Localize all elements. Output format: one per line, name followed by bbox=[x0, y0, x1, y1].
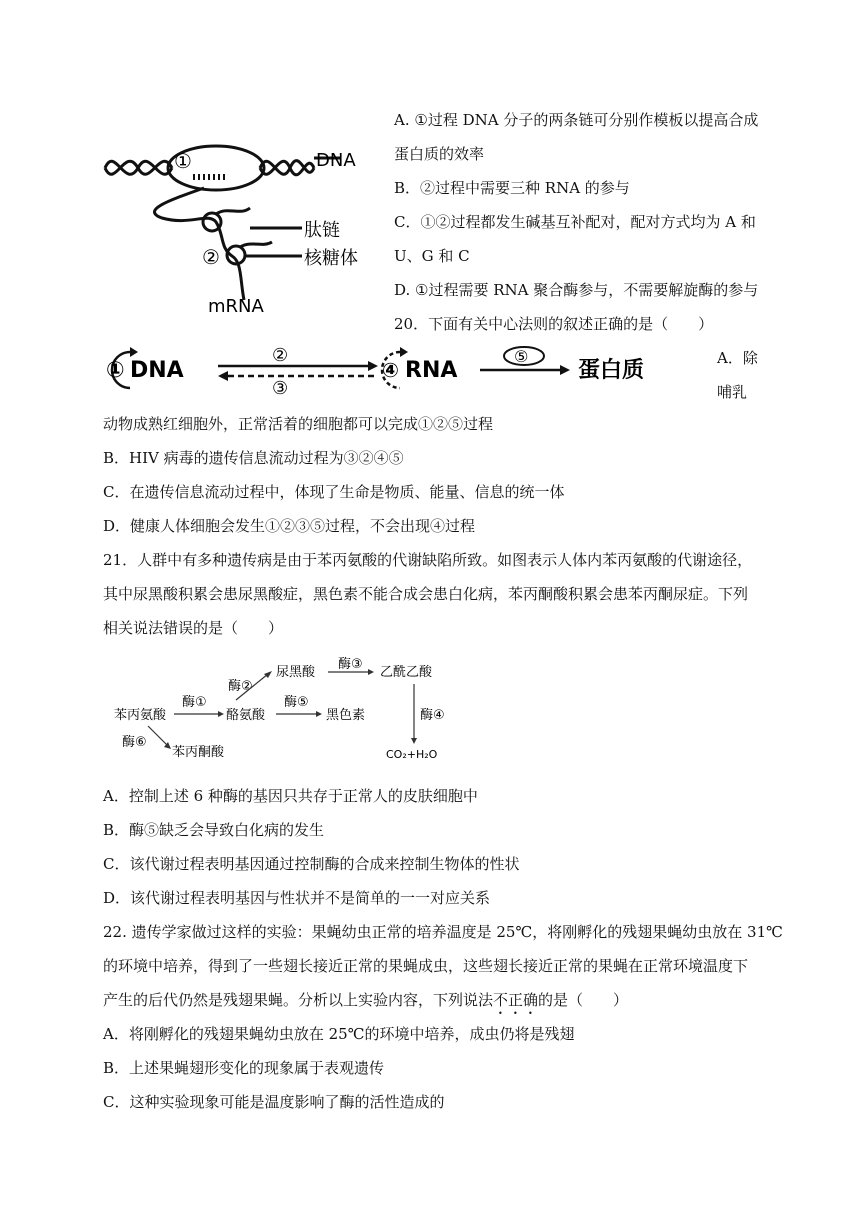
process-2-mark: ② bbox=[202, 245, 220, 269]
q21-stem-line3: 相关说法错误的是（ ） bbox=[103, 619, 284, 637]
q20-option-a-line2: 动物成熟红细胞外，正常活着的细胞都可以完成①②⑤过程 bbox=[103, 415, 494, 433]
process-5-label: ⑤ bbox=[514, 347, 529, 366]
q21-pathway-svg bbox=[108, 652, 468, 768]
enzyme-2-label: 酶② bbox=[228, 679, 253, 694]
homogentisic-acid-node: 尿黑酸 bbox=[276, 665, 316, 680]
melanin-node: 黑色素 bbox=[326, 708, 366, 723]
enzyme-6-label: 酶⑥ bbox=[122, 735, 147, 750]
q22-option-a: A．将刚孵化的残翅果蝇幼虫放在 25℃的环境中培养，成虫仍将是残翅 bbox=[103, 1025, 575, 1043]
q21-option-c: C．该代谢过程表明基因通过控制酶的合成来控制生物体的性状 bbox=[103, 855, 520, 873]
dna-node: DNA bbox=[130, 358, 184, 383]
q20-option-a-part1: A．除 bbox=[717, 349, 758, 367]
q22-option-b: B．上述果蝇翅形变化的现象属于表观遗传 bbox=[103, 1059, 385, 1077]
q22-stem-line3 bbox=[103, 990, 628, 1018]
q19-figure-svg bbox=[100, 130, 380, 320]
process-1-mark: ① bbox=[174, 149, 192, 173]
enzyme-5-label: 酶⑤ bbox=[284, 695, 309, 710]
acetoacetic-acid-node: 乙酰乙酸 bbox=[380, 665, 433, 680]
process-2-label: ② bbox=[272, 345, 289, 366]
q19-option-a-line2: 蛋白质的效率 bbox=[394, 145, 485, 163]
enzyme-1-label: 酶① bbox=[182, 695, 207, 710]
co2-h2o-node: CO₂+H₂O bbox=[386, 748, 438, 761]
peptide-chain-2 bbox=[240, 242, 272, 247]
phenylalanine-node: 苯丙氨酸 bbox=[114, 708, 167, 723]
q20-figure-svg bbox=[100, 344, 700, 396]
mrna-strand bbox=[154, 188, 244, 300]
q19-option-b: B．②过程中需要三种 RNA 的参与 bbox=[394, 179, 630, 197]
q19-option-c-line2: U、G 和 C bbox=[394, 247, 470, 265]
tyrosine-node: 酪氨酸 bbox=[226, 708, 266, 723]
q20-option-d: D．健康人体细胞会发生①②③⑤过程，不会出现④过程 bbox=[103, 517, 476, 535]
q20-option-b: B．HIV 病毒的遗传信息流动过程为③②④⑤ bbox=[103, 449, 404, 467]
q20-option-c: C．在遗传信息流动过程中，体现了生命是物质、能量、信息的统一体 bbox=[103, 483, 565, 501]
q21-option-a: A．控制上述 6 种酶的基因只共存于正常人的皮肤细胞中 bbox=[103, 787, 478, 805]
q22-option-c: C．这种实验现象可能是温度影响了酶的活性造成的 bbox=[103, 1093, 445, 1111]
base-pair-ticks bbox=[194, 174, 224, 180]
q22-stem-line3-post: 的是（ ） bbox=[538, 991, 629, 1009]
ribosome-label: 核糖体 bbox=[304, 248, 358, 269]
q19-option-a-line1: A. ①过程 DNA 分子的两条链可分别作模板以提高合成 bbox=[394, 111, 759, 129]
ribosome-1 bbox=[203, 213, 221, 231]
process-4-label: ④ bbox=[382, 358, 399, 382]
q21-stem-line2: 其中尿黑酸积累会患尿黑酸症，黑色素不能合成会患白化病，苯丙酮酸积累会患苯丙酮尿症。下列 bbox=[103, 585, 749, 603]
protein-node: 蛋白质 bbox=[578, 358, 645, 383]
q22-stem-line1: 22. 遗传学家做过这样的实验：果蝇幼虫正常的培养温度是 25℃，将刚孵化的残翅果蝇幼虫放在 31℃ bbox=[103, 923, 783, 941]
q19-option-c-line1: C．①②过程都发生碱基互补配对，配对方式均为 A 和 bbox=[394, 213, 756, 231]
q19-figure bbox=[100, 130, 380, 320]
peptide-chain-1 bbox=[216, 208, 250, 214]
q21-stem-line1: 21．人群中有多种遗传病是由于苯丙氨酸的代谢缺陷所致。如图表示人体内苯丙氨酸的代谢途径， bbox=[103, 551, 753, 569]
phenylpyruvic-acid-node: 苯丙酮酸 bbox=[172, 745, 225, 760]
enzyme-3-label: 酶③ bbox=[338, 657, 363, 672]
chain-label: 肽链 bbox=[304, 220, 340, 241]
dna-label: DNA bbox=[316, 150, 356, 171]
q22-stem-line2: 的环境中培养，得到了一些翅长接近正常的果蝇成虫，这些翅长接近正常的果蝇在正常环境温度下 bbox=[103, 957, 749, 975]
process-1-label: ① bbox=[106, 358, 125, 383]
q21-pathway-figure bbox=[108, 652, 468, 768]
q19-option-d: D. ①过程需要 RNA 聚合酶参与，不需要解旋酶的参与 bbox=[394, 281, 759, 299]
process-3-label: ③ bbox=[272, 378, 289, 396]
q21-option-b: B．酶⑤缺乏会导致白化病的发生 bbox=[103, 821, 325, 839]
rna-node: RNA bbox=[405, 358, 458, 383]
enzyme-4-label: 酶④ bbox=[420, 708, 445, 723]
q22-stem-line3-emphasis: 不正确 bbox=[493, 991, 539, 1009]
q20-stem: 20．下面有关中心法则的叙述正确的是（ ） bbox=[394, 315, 714, 333]
mrna-label: mRNA bbox=[208, 296, 264, 317]
q22-stem-line3-pre: 产生的后代仍然是残翅果蝇。分析以上实验内容，下列说法 bbox=[103, 991, 494, 1009]
q20-option-a-part2: 哺乳 bbox=[717, 383, 748, 401]
q20-figure bbox=[100, 344, 700, 396]
q21-option-d: D．该代谢过程表明基因与性状并不是简单的一一对应关系 bbox=[103, 889, 491, 907]
